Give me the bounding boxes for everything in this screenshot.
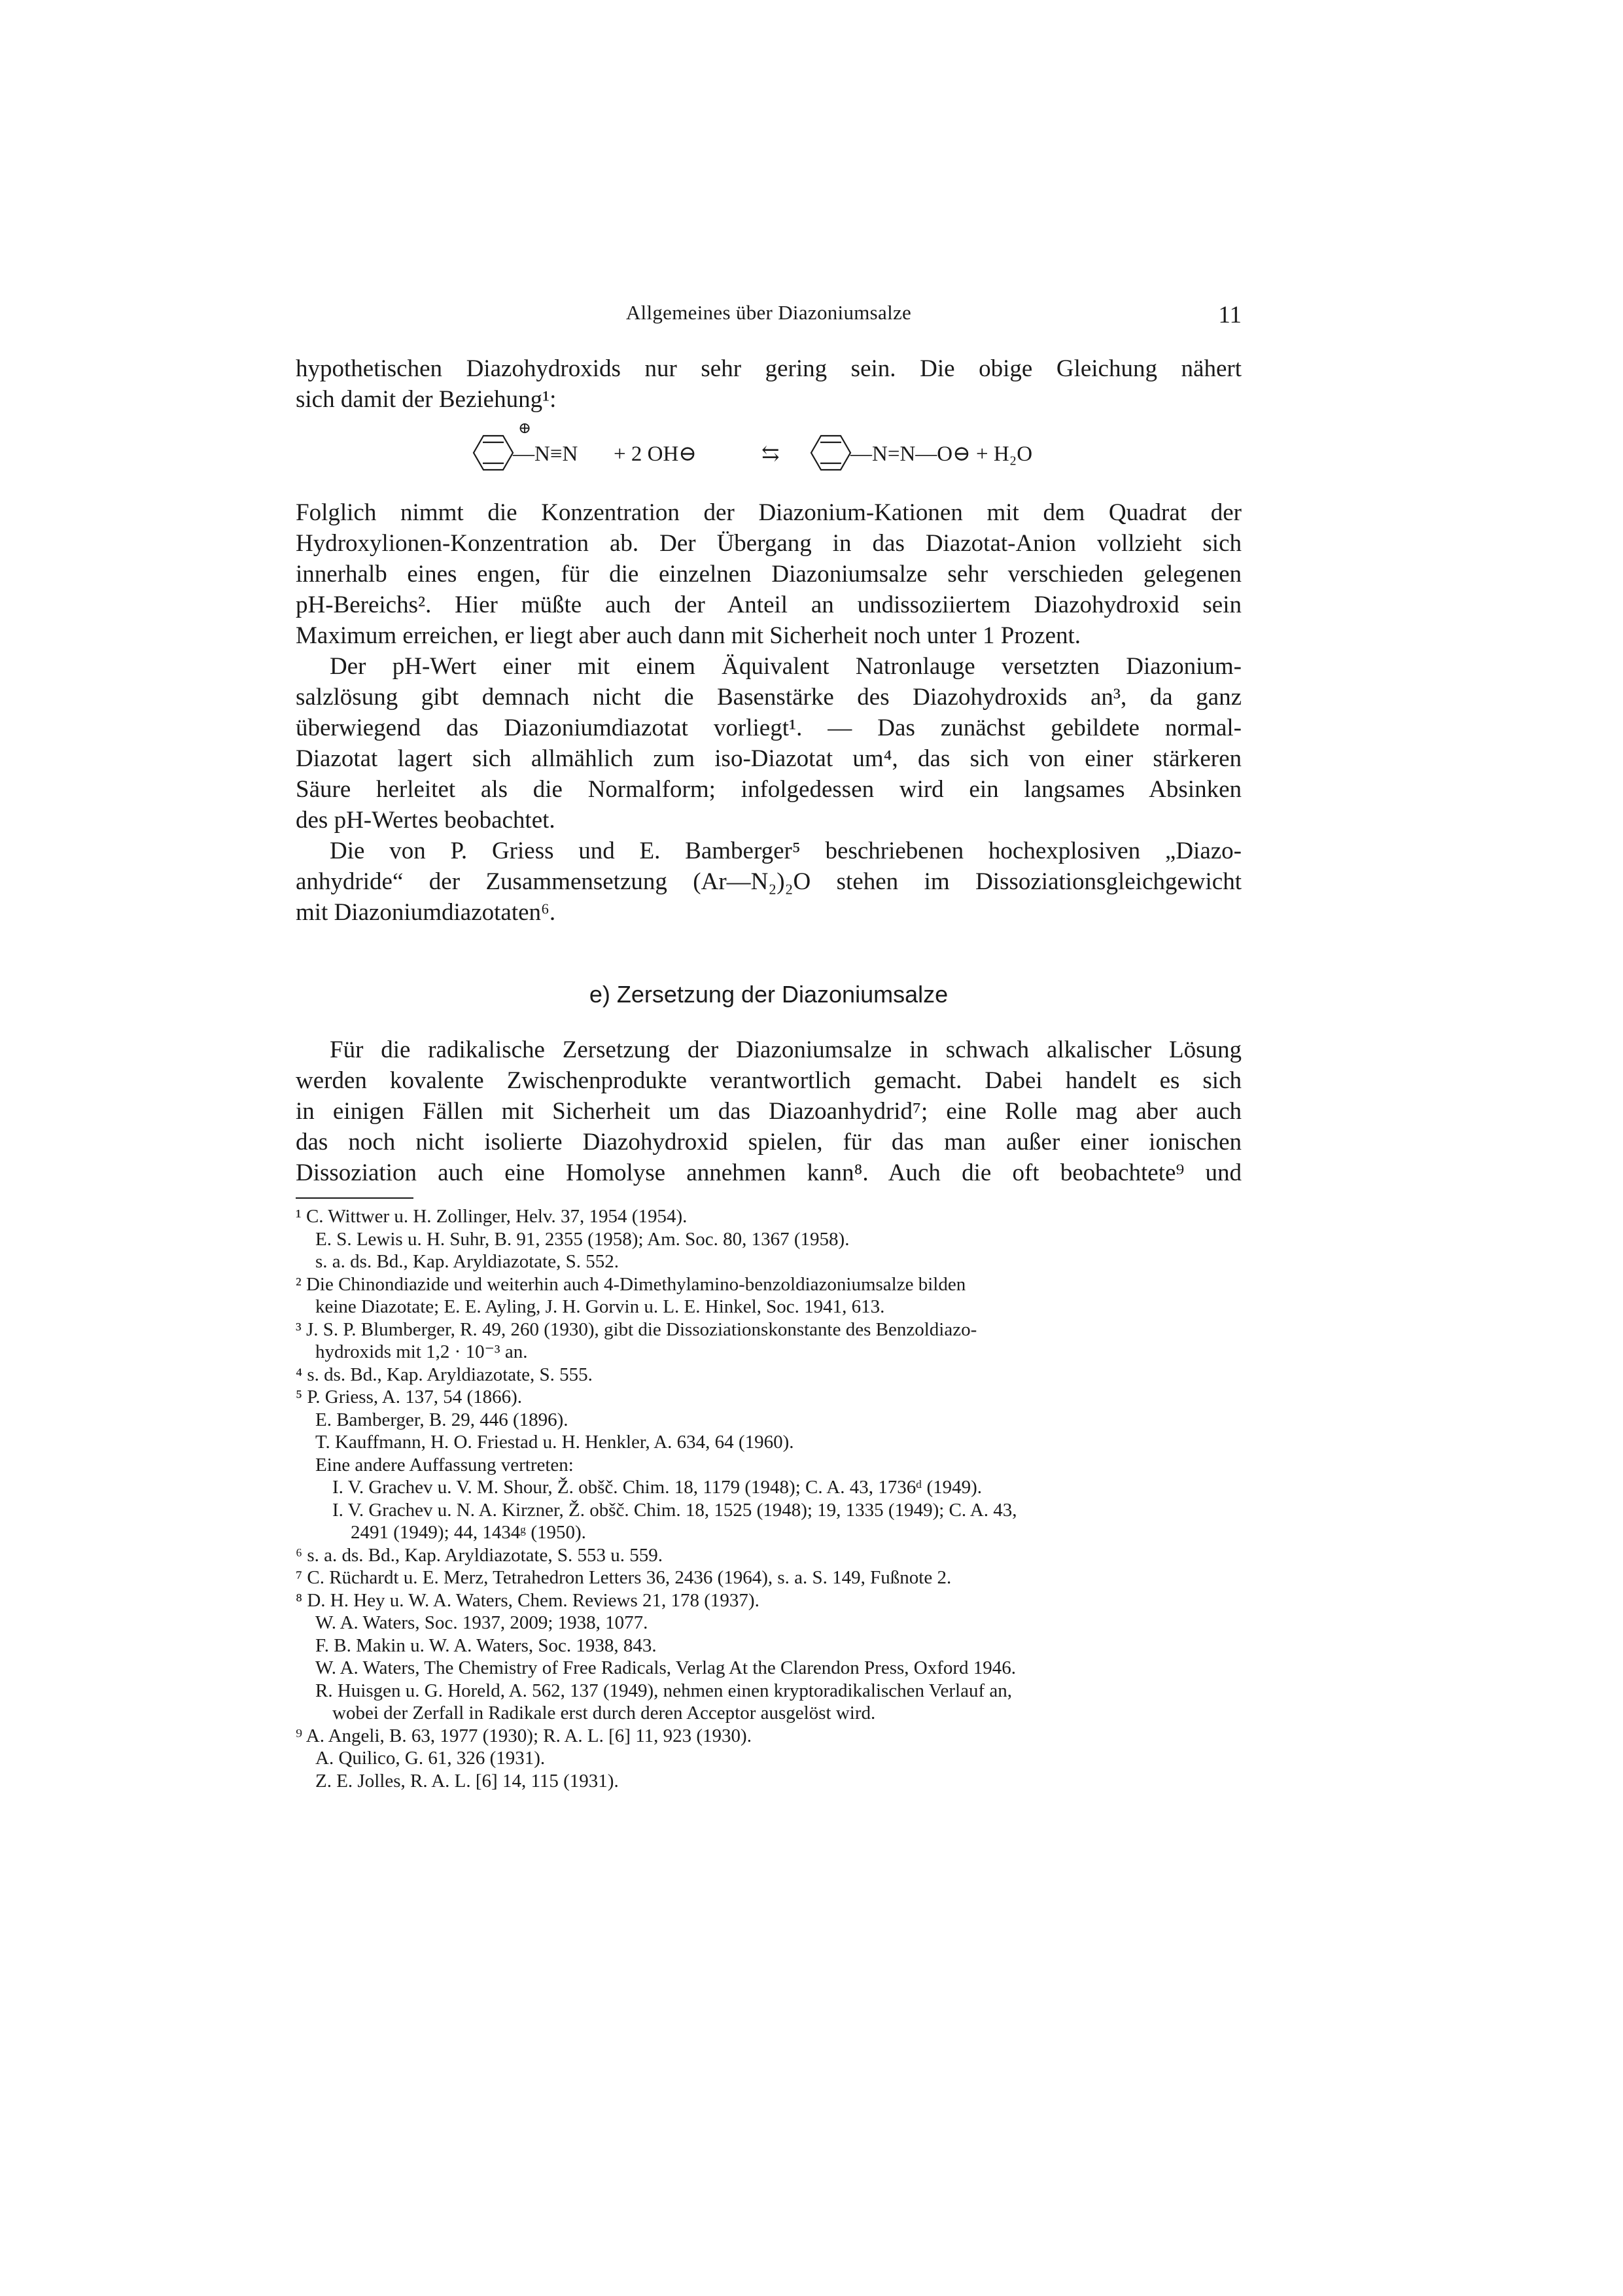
reaction-equation [296,416,1242,493]
hydroxide-term: + 2 OH⊖ [614,442,697,466]
footnote-line: A. Quilico, G. 61, 326 (1931). [315,1748,546,1769]
footnote-line: Z. E. Jolles, R. A. L. [6] 14, 115 (1931). [315,1770,619,1792]
diazotate-chain: —N=N—O⊖ [850,442,971,466]
text-line: anhydride“ der Zusammensetzung (Ar—N₂)₂O stehen im Dissoziationsgleichgewicht [296,868,1242,895]
footnote-line: ³ J. S. P. Blumberger, R. 49, 260 (1930), gibt die Dissoziationskonstante des Benzoldiazo- [296,1318,977,1340]
text-line: mit Diazoniumdiazotaten⁶. [296,899,556,926]
text-line: das noch nicht isolierte Diazohydroxid spielen, für das man außer einer ionischen [296,1129,1242,1156]
main-text [296,353,1242,1792]
water-term: + H₂O [976,442,1033,466]
footnote-line: W. A. Waters, Soc. 1937, 2009; 1938, 1077. [315,1612,648,1633]
footnote-line: ² Die Chinondiazide und weiterhin auch 4-Dimethylamino-benzoldiazoniumsalze bilden [296,1273,966,1295]
footnote-line: ⁵ P. Griess, A. 137, 54 (1866). [296,1386,523,1407]
footnote-line: ⁶ s. a. ds. Bd., Kap. Aryldiazotate, S. 553 u. 559. [296,1544,663,1566]
equation-graphic [296,416,1242,493]
footnote-line: s. a. ds. Bd., Kap. Aryldiazotate, S. 552. [315,1251,619,1272]
text-line: überwiegend das Diazoniumdiazotat vorliegt¹. — Das zunächst gebildete normal- [296,715,1242,741]
equilibrium-arrow: ⇆ [761,442,780,466]
footnote-line: wobei der Zerfall in Radikale erst durch deren Acceptor ausgelöst wird. [332,1703,876,1723]
text-line: Dissoziation auch eine Homolyse annehmen kann⁸. Auch die oft beobachtete⁹ und [296,1159,1242,1186]
footnote-line: F. B. Makin u. W. A. Waters, Soc. 1938, 843. [315,1634,657,1656]
page-number: 11 [1218,302,1242,328]
footnote-line: W. A. Waters, The Chemistry of Free Radicals, Verlag At the Clarendon Press, Oxford 1946. [315,1657,1017,1678]
positive-charge: ⊕ [518,420,532,437]
text-line: salzlösung gibt demnach nicht die Basenstärke des Diazohydroxids an³, da ganz [296,684,1242,711]
text-line: innerhalb eines engen, für die einzelnen Diazoniumsalze sehr verschieden gelegenen [296,561,1242,588]
text-line: des pH-Wertes beobachtet. [296,807,555,834]
footnote-line: E. Bamberger, B. 29, 446 (1896). [315,1409,568,1430]
text-line: werden kovalente Zwischenprodukte verantwortlich gemacht. Dabei handelt es sich [296,1067,1242,1094]
text-line: sich damit der Beziehung¹: [296,386,557,413]
text-line: Säure herleitet als die Normalform; infolgedessen wird ein langsames Absinken [296,776,1242,803]
footnote-line: R. Huisgen u. G. Horeld, A. 562, 137 (1949), nehmen einen kryptoradikalischen Verlauf an, [315,1680,1012,1701]
footnote-line: ⁹ A. Angeli, B. 63, 1977 (1930); R. A. L. [6] 11, 923 (1930). [296,1725,752,1746]
footnote-line: ⁴ s. ds. Bd., Kap. Aryldiazotate, S. 555. [296,1364,593,1385]
text-line: Diazotat lagert sich allmählich zum iso-Diazotat um⁴, das sich von einer stärkeren [296,745,1242,772]
section-heading: e) Zersetzung der Diazoniumsalze [589,981,949,1008]
benzene-ring-icon [811,436,850,470]
text-line: Folglich nimmt die Konzentration der Diazonium-Kationen mit dem Quadrat der [296,499,1242,526]
diazonium-group: —N≡N [513,442,578,466]
text-line: Für die radikalische Zersetzung der Diazoniumsalze in schwach alkalischer Lösung [330,1036,1242,1063]
footnote-line: hydroxids mit 1,2 · 10⁻³ an. [315,1341,528,1362]
text-line: Die von P. Griess und E. Bamberger⁵ beschriebenen hochexplosiven „Diazo- [330,838,1242,864]
footnote-line: Eine andere Auffassung vertreten: [315,1454,574,1475]
benzene-ring-icon [474,436,513,470]
footnote-divider [296,1197,413,1199]
footnote-line: T. Kauffmann, H. O. Friestad u. H. Henkler, A. 634, 64 (1960). [315,1432,794,1453]
page-header [296,301,1242,334]
text-line: hypothetischen Diazohydroxids nur sehr gering sein. Die obige Gleichung nähert [296,355,1242,382]
text-line: pH-Bereichs². Hier müßte auch der Anteil an undissoziiertem Diazohydroxid sein [296,592,1242,618]
text-line: in einigen Fällen mit Sicherheit um das Diazoanhydrid⁷; eine Rolle mag aber auch [296,1098,1242,1125]
footnote-line: ⁷ C. Rüchardt u. E. Merz, Tetrahedron Letters 36, 2436 (1964), s. a. S. 149, Fußnote 2. [296,1567,952,1588]
text-line: Maximum erreichen, er liegt aber auch dann mit Sicherheit noch unter 1 Prozent. [296,622,1081,649]
text-line: Hydroxylionen-Konzentration ab. Der Übergang in das Diazotat-Anion vollzieht sich [296,530,1242,557]
footnote-line: I. V. Grachev u. V. M. Shour, Ž. obšč. Chim. 18, 1179 (1948); C. A. 43, 1736ᵈ (1949). [332,1477,983,1498]
footnote-line: keine Diazotate; E. E. Ayling, J. H. Gorvin u. L. E. Hinkel, Soc. 1941, 613. [315,1296,885,1317]
footnote-line: E. S. Lewis u. H. Suhr, B. 91, 2355 (1958); Am. Soc. 80, 1367 (1958). [315,1228,850,1250]
footnote-line: ¹ C. Wittwer u. H. Zollinger, Helv. 37, 1954 (1954). [296,1206,688,1227]
running-head: Allgemeines über Diazoniumsalze [625,301,912,324]
footnote-line: I. V. Grachev u. N. A. Kirzner, Ž. obšč. Chim. 18, 1525 (1948); 19, 1335 (1949); C. A. 43, [332,1499,1017,1521]
footnote-line: ⁸ D. H. Hey u. W. A. Waters, Chem. Reviews 21, 178 (1937). [296,1589,759,1611]
footnotes [296,1205,1242,1792]
footnote-line: 2491 (1949); 44, 1434ᵍ (1950). [351,1522,586,1543]
text-line: Der pH-Wert einer mit einem Äquivalent Natronlauge versetzten Diazonium- [330,653,1242,680]
